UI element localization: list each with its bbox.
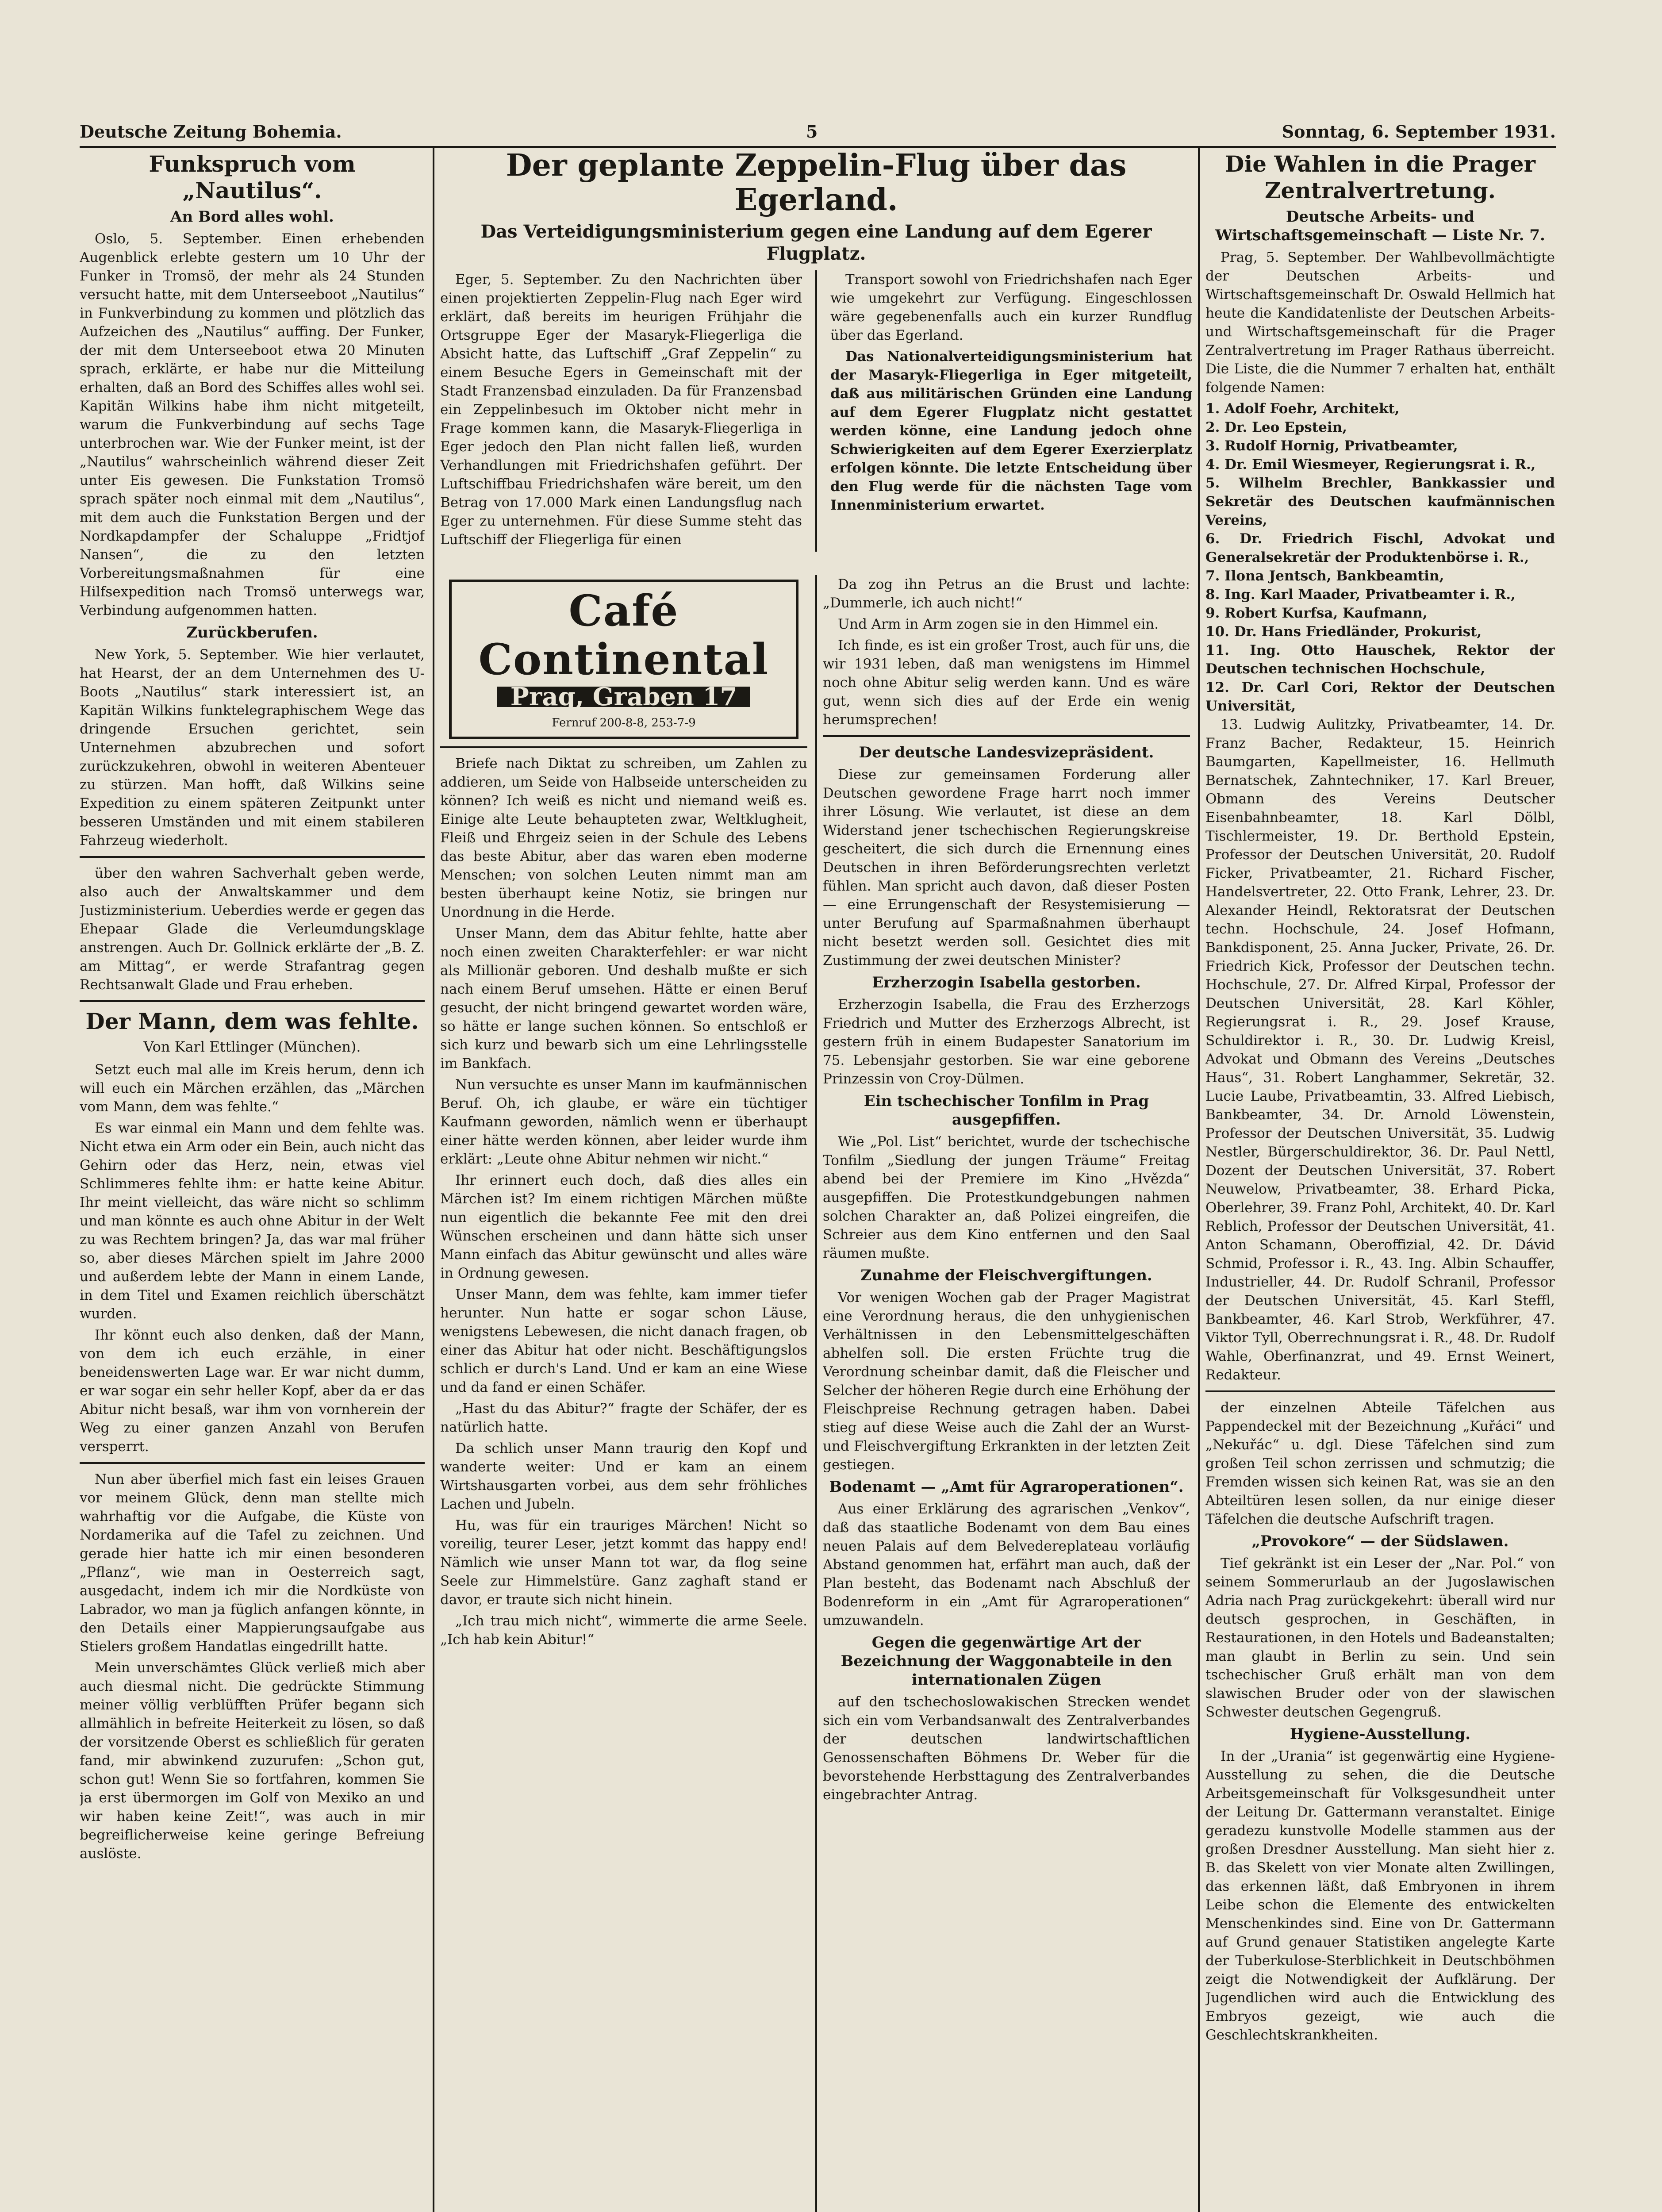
story-headline: Der Mann, dem was fehlte.	[85, 1008, 419, 1034]
nautilus-headline: Funkspruch vom „Nautilus“.	[149, 151, 356, 204]
section-divider	[80, 1462, 425, 1464]
story-continued-paragraph: Briefe nach Diktat zu schreiben, um Zahlen zu addieren, um Seide von Halbseide unterscheiden zu können? Ich weiß es nicht und niemand weiß es. Einige alte Leute behaupteten zwar, Weltklugheit, Fleiß und Ehrgeiz seien in der Schule des Lebens das beste Abitur, aber das waren eben moderne Menschen; von solchen Leuten nimmt man am besten überhaupt keine Notiz, sie bringen nur Unordnung in die Herde.	[440, 756, 807, 920]
news-paragraph: Tief gekränkt ist ein Leser der „Nar. Pol.“ von seinem Sommerurlaub an der Jugoslawischen Adria nach Prag zurückgekehrt: überall wird nur deutsch gesprochen, in Geschäften, in Restaurationen, in den Hotels und Badeanstalten; man glaubt in Berlin zu sein. Und sein tschechischer Gruß erhält man von dem slawischen Bruder oder von der slawischen Schwester deutschen Gegengruß.	[1205, 1555, 1555, 1720]
news-headline: Gegen die gegenwärtige Art der Bezeichnung der Waggonabteile in den internationalen Zügen	[841, 1634, 1172, 1689]
column-3	[823, 575, 1190, 2212]
column-rule	[1198, 148, 1200, 2212]
recall-headline: Zurückberufen.	[186, 624, 318, 641]
feuilleton-paragraph: Mein unverschämtes Glück verließ mich aber auch diesmal nicht. Die gedrückte Stimmung meiner völlig verblüfften Prüfer begann sich allmählich in befreite Heiterkeit zu lösen, so daß der vorsitzende Oberst es schließlich für geraten fand, mir abwinkend zuzurufen: „Schon gut, schon gut! Wenn Sie so fortfahren, kommen Sie ja erst übermorgen im Golf von Mexiko an und wir haben keine Zeit!“, was auch in mir begreiflicherweise keine geringe Befreiung auslöste.	[80, 1660, 425, 1862]
ad-cafe-phone: Fernruf 200-8-8, 253-7-9	[552, 716, 696, 730]
news-paragraph: auf den tschechoslowakischen Strecken wendet sich ein vom Verbandsanwalt des Zentralverbandes der deutschen landwirtschaftlichen Genossenschaften Böhmens Dr. Weber für die bevorstehende Herbsttagung des Zentralverbandes eingebrachter Antrag.	[823, 1694, 1190, 1803]
story-continued-paragraph: „Ich trau mich nicht“, wimmerte die arme Seele. „Ich hab kein Abitur!“	[440, 1613, 807, 1647]
column-4	[1205, 148, 1555, 2212]
cafe-continental-ad	[449, 580, 798, 739]
candidate-list-item: 11. Ing. Otto Hauschek, Rektor der Deutschen technischen Hochschule,	[1205, 642, 1555, 677]
story-paragraph: Setzt euch mal alle im Kreis herum, denn ich will euch ein Märchen erzählen, das „Märchen vom Mann, dem was fehlte.“	[80, 1062, 425, 1115]
news-paragraph: Erzherzogin Isabella, die Frau des Erzherzogs Friedrich und Mutter des Erzherzogs Albrecht, ist gestern früh in einem Budapester Sanatorium im 75. Lebensjahr gestorben. Sie war eine geborene Prinzessin von Croy-Dülmen.	[823, 997, 1190, 1087]
news-headline: Ein tschechischer Tonfilm in Prag ausgepfiffen.	[864, 1092, 1149, 1129]
column-rule	[815, 270, 817, 552]
news-paragraph: In der „Urania“ ist gegenwärtig eine Hygiene-Ausstellung zu sehen, die die Deutsche Arbeitsgemeinschaft für Volksgesundheit unter der Leitung Dr. Gattermann veranstaltet. Einige geradezu kunstvolle Modelle stammen aus der großen Dresdner Ausstellung. Man sieht hier z. B. das Skelett von vier Monate alten Zwillingen, das erkennen läßt, daß Embryonen in ihrem Leibe schon die Elemente des entwickelten Menschenkindes sind. Eine von Dr. Gattermann auf Grund genauer Statistiken angelegte Karte der Tuberkulose-Sterblichkeit in Deutschböhmen zeigt die Notwendigkeit der Aufklärung. Der Jugendlichen wird auch die Entwicklung des Embryos gezeigt, wie auch die Geschlechtskrankheiten.	[1205, 1748, 1555, 2043]
news-paragraph: Diese zur gemeinsamen Forderung aller Deutschen gewordene Frage harrt noch immer ihrer Lösung. Wie verlautet, ist diese an dem Widerstand jener tschechischen Regierungskreise gescheitert, die sich durch die Ernennung eines Deutschen in ihren Beförderungsrechten verletzt fühlen. Man spricht auch davon, daß dieser Posten — eine Errungenschaft der Resystemisierung — unter Berufung auf Sparmaßnahmen überhaupt nicht besetzt werden soll. Gesichtet dies mit Zustimmung der zwei deutschen Minister?	[823, 767, 1190, 968]
elections-subheadline: Deutsche Arbeits- und Wirtschaftsgemeinschaft — Liste Nr. 7.	[1215, 208, 1545, 244]
zeppelin-article	[440, 148, 1192, 573]
candidate-list-item: 3. Rudolf Hornig, Privatbeamter,	[1205, 438, 1458, 454]
news-paragraph: Vor wenigen Wochen gab der Prager Magistrat eine Verordnung heraus, die den unhygienischen Verhältnissen in den Lebensmittelgeschäften abhelfen soll. Die ersten Früchte trug die Verordnung scheinbar damit, daß die Fleischer und Selcher der höheren Regie durch eine Erhöhung der Fleischpreise Rechnung getragen haben. Dabei stieg auf diese Weise auch die Zahl der an Wurst- und Fleischvergiftung Erkrankten in der letzten Zeit gestiegen.	[823, 1290, 1190, 1473]
zeppelin-subheadline: Das Verteidigungsministerium gegen eine Landung auf dem Egerer Flugplatz.	[480, 221, 1152, 264]
ad-cafe-name: Café Continental	[478, 586, 769, 684]
column-rule	[433, 148, 434, 2212]
news-headline: Hygiene-Ausstellung.	[1290, 1725, 1471, 1743]
ad-cafe-address: Prag, Graben 17	[497, 687, 751, 707]
masthead-date: Sonntag, 6. September 1931.	[1282, 122, 1556, 142]
nautilus-subheadline: An Bord alles wohl.	[170, 208, 334, 226]
section-divider	[80, 856, 425, 858]
column-2	[440, 575, 807, 2212]
news-paragraph: Aus einer Erklärung des agrarischen „Venkov“, daß das staatliche Bodenamt von dem Bau eines neuen Palais auf dem Belvedereplateau vorläufig Abstand genommen hat, erfährt man auch, daß der Plan besteht, das Bodenamt nach Abschluß der Bodenreform in ein „Amt für Agraroperationen“ umzuwandeln.	[823, 1501, 1190, 1628]
candidate-list-item: 8. Ing. Karl Maader, Privatbeamter i. R.,	[1205, 587, 1516, 603]
section-divider	[1205, 1390, 1555, 1392]
news-headline: Der deutsche Landesvizepräsident.	[859, 744, 1154, 761]
zeppelin-paragraph: Transport sowohl von Friedrichshafen nach Eger wie umgekehrt zur Verfügung. Eingeschlossen wäre gegebenenfalls auch ein kurzer Rundflug über das Egerland.	[830, 272, 1192, 343]
candidate-list	[1205, 399, 1555, 715]
story-continued-paragraph: Hu, was für ein trauriges Märchen! Nicht so voreilig, teurer Leser, jetzt kommt das happy end! Nämlich wie unser Mann tot war, da flog seine Seele zur Himmelstüre. Ganz zaghaft stand er davor, er traute sich nicht hinein.	[440, 1517, 807, 1608]
story-continued-paragraph: „Hast du das Abitur?“ fragte der Schäfer, der es natürlich hatte.	[440, 1401, 807, 1435]
news-headline: Zunahme der Fleischvergiftungen.	[860, 1267, 1152, 1284]
news-paragraph: der einzelnen Abteile Täfelchen aus Pappendeckel mit der Bezeichnung „Kuřáci“ und „Nekuřác“ u. dgl. Diese Täfelchen sind zum großen Teil schon zerrissen und schmutzig; die Fremden wissen sich keinen Rat, was sie an den Abteiltüren lesen sollen, da nur einige dieser Täfelchen die deutsche Aufschrift tragen.	[1205, 1400, 1555, 1527]
zeppelin-headline: Der geplante Zeppelin-Flug über das Egerland.	[506, 148, 1127, 218]
zeppelin-paragraph: Eger, 5. September. Zu den Nachrichten über einen projektierten Zeppelin-Flug nach Eger wird erklärt, daß bereits im heurigen Frühjahr die Ortsgruppe Eger der Masaryk-Fliegerliga die Absicht hatte, das Luftschiff „Graf Zeppelin“ zu einem Besuche Egers in Gemeinschaft mit der Stadt Franzensbad einzuladen. Da für Franzensbad ein Zeppelinbesuch im Oktober nicht mehr in Frage kommen kann, die Masaryk-Fliegerliga in Eger jedoch den Plan nicht fallen ließ, wurden Verhandlungen mit Friedrichshafen geführt. Der Luftschiffbau Friedrichshafen wäre bereit, um den Betrag von 17.000 Mark einen Landungsflug nach Eger zu unternehmen. Für diese Summe steht das Luftschiff der Fliegerliga für einen	[440, 272, 802, 548]
story-ending-paragraph: Ich finde, es ist ein großer Trost, auch für uns, die wir 1931 leben, daß man wenigstens im Himmel noch ohne Abitur selig werden kann. Und es wäre gut, wenn sich dies auf der Erde ein wenig herumsprechen!	[823, 637, 1190, 728]
zeppelin-paragraph: Das Nationalverteidigungsministerium hat der Masaryk-Fliegerliga in Eger mitgeteilt, daß aus militärischen Gründen eine Landung auf dem Egerer Flugplatz nicht gestattet werden könne, eine Landung jedoch ohne Schwierigkeiten auf dem Egerer Exerzierplatz erfolgen könnte. Die letzte Entscheidung über den Flug werde für die nächsten Tage vom Innenministerium erwartet.	[830, 349, 1192, 513]
news-headline: Bodenamt — „Amt für Agraroperationen“.	[829, 1478, 1184, 1496]
column-rule	[815, 575, 817, 2212]
story-continued-paragraph: Ihr erinnert euch doch, daß dies alles ein Märchen ist? Im einem richtigen Märchen müßte nun eigentlich die bekannte Fee mit den drei Wünschen erscheinen und dann hätte sich unser Mann einfach das Abitur gewünscht und alles wäre in Ordnung gewesen.	[440, 1172, 807, 1281]
nautilus-paragraph: Oslo, 5. September. Einen erhebenden Augenblick erlebte gestern um 10 Uhr der Funker in Tromsö, der mehr als 24 Stunden versucht hatte, mit dem Unterseeboot „Nautilus“ in Funkverbindung zu kommen und plötzlich das Aufzeichen des „Nautilus“ auffing. Der Funker, der mit dem Unterseeboot etwa 20 Minuten sprach, erklärte, er habe nur die Mitteilung erhalten, daß an Bord des Schiffes alles wohl sei. Kapitän Wilkins habe ihm nicht mitgeteilt, warum die Funkverbindung auf sechs Tage unterbrochen war. Wie der Funker meint, ist der „Nautilus“ wahrscheinlich während dieser Zeit unter Eis gewesen. Die Funkstation Tromsö sprach später noch einmal mit dem „Nautilus“, mit dem auch die Funkstation Bergen und der Nordkapdampfer der Schaluppe „Fridtjof Nansen“, die zu den letzten Vorbereitungsmaßnahmen für eine Hilfsexpedition nach Tromsö unterwegs war, Verbindung aufgenommen hatten.	[80, 231, 425, 618]
news-headline: Erzherzogin Isabella gestorben.	[872, 974, 1141, 991]
story-ending-paragraph: Da zog ihn Petrus an die Brust und lachte: „Dummerle, ich auch nicht!“	[823, 576, 1190, 611]
candidate-list-item: 10. Dr. Hans Friedländer, Prokurist,	[1205, 624, 1482, 640]
candidate-list-item: 12. Dr. Carl Cori, Rektor der Deutschen Universität,	[1205, 680, 1555, 714]
story-continued-paragraph: Da schlich unser Mann traurig den Kopf und wanderte weiter: Und er kam an einem Wirtshausgarten vorbei, aus dem sehr fröhliches Lachen und Jubeln.	[440, 1440, 807, 1512]
candidate-list-item: 1. Adolf Foehr, Architekt,	[1205, 401, 1400, 417]
candidate-list-item: 7. Ilona Jentsch, Bankbeamtin,	[1205, 568, 1444, 584]
candidate-list-item: 9. Robert Kurfsa, Kaufmann,	[1205, 605, 1428, 621]
feuilleton-paragraph: Nun aber überfiel mich fast ein leises Grauen vor meinem Glück, denn man stellte mich wahrhaftig vor die Aufgabe, die Küste von Nordamerika auf die Tafel zu zeichnen. Und gerade hier hatte ich mir einen besonderen „Pflanz“, wie man in Oesterreich sagt, ausgedacht, indem ich mir die Nordküste von Labrador, wo man ja füglich anfangen könnte, in den Details einer Mappierungsaufgabe aus Stielers großem Handatlas eingedrillt hatte.	[80, 1471, 425, 1655]
news-headline: „Provokore“ — der Südslawen.	[1251, 1532, 1509, 1550]
story-continued-paragraph: Nun versuchte es unser Mann im kaufmännischen Beruf. Oh, ich glaube, er wäre ein tüchtiger Kaufmann geworden, nämlich wenn er überhaupt einer hätte werden können, aber leider wurde ihm erklärt: „Leute ohne Abitur nehmen wir nicht.“	[440, 1077, 807, 1167]
masthead-page-number: 5	[806, 122, 818, 142]
story-byline: Von Karl Ettlinger (München).	[143, 1038, 361, 1055]
candidate-list-item: 5. Wilhelm Brechler, Bankkassier und Sekretär des Deutschen kaufmännischen Vereins,	[1205, 475, 1555, 528]
elections-paragraph: Prag, 5. September. Der Wahlbevollmächtigte der Deutschen Arbeits- und Wirtschaftsgemeinschaft Dr. Oswald Hellmich hat heute die Kandidatenliste der Deutschen Arbeits- und Wirtschaftsgemeinschaft für die Prager Zentralvertretung im Prager Rathaus überreicht. Die Liste, die die Nummer 7 erhalten hat, enthält folgende Namen:	[1205, 250, 1555, 396]
recall-paragraph: New York, 5. September. Wie hier verlautet, hat Hearst, der an dem Unternehmen des U-Boots „Nautilus“ stark interessiert ist, an Kapitän Wilkins funktelegraphischem Wege das dringende Ersuchen gerichtet, sein Unternehmen abzubrechen und sofort zurückzukehren, obwohl in weiteren Abenteuer zu stürzen. Man hofft, daß Wilkins seine Expedition zu einem späteren Zeitpunkt unter besseren Umständen und mit einem stabileren Fahrzeug wiederholt.	[80, 647, 425, 849]
story-paragraph: Es war einmal ein Mann und dem fehlte was. Nicht etwa ein Arm oder ein Bein, auch nicht das Gehirn oder das Herz, nein, etwas viel Schlimmeres fehlte ihm: er hatte keine Abitur. Ihr meint vielleicht, das wäre nicht so schlimm und man könnte es auch ohne Abitur in der Welt zu was Rechtem bringen? Ja, das war mal früher so, aber dieses Märchen spielt im Jahre 2000 und außerdem lebte der Mann in einem Lande, in dem Titel und Examen reichlich überschätzt wurden.	[80, 1120, 425, 1322]
candidate-list-item: 4. Dr. Emil Wiesmeyer, Regierungsrat i. R.,	[1205, 457, 1536, 472]
masthead	[80, 111, 1556, 148]
elections-headline: Die Wahlen in die Prager Zentralvertretung.	[1224, 151, 1536, 204]
story-continued-paragraph: Unser Mann, dem was fehlte, kam immer tiefer herunter. Nun hatte er sogar schon Läuse, wenigstens Lebewesen, die nicht danach fragen, ob einer das Abitur hat oder nicht. Beschäftigungslos schlich er durch's Land. Und er kam an eine Wiese und da fand er einen Schäfer.	[440, 1286, 807, 1395]
candidate-list-item: 2. Dr. Leo Epstein,	[1205, 419, 1347, 435]
section-divider	[440, 746, 807, 748]
news-paragraph: Wie „Pol. List“ berichtet, wurde der tschechische Tonfilm „Siedlung der jungen Träume“ Freitag abend bei der Premiere im Kino „Hvězda“ ausgepfiffen. Die Protestkundgebungen nahmen solchen Charakter an, daß Polizei eingreifen, die Schreier aus dem Kino entfernen und den Saal räumen mußte.	[823, 1134, 1190, 1261]
story-paragraph: Ihr könnt euch also denken, daß der Mann, von dem ich euch erzähle, in einer beneidenswerten Lage war. Er war nicht dumm, er war sogar ein sehr heller Kopf, aber da er das Abitur nicht besaß, war ihm von vornherein der Weg zu einer ganzen Anzahl von Berufen versperrt.	[80, 1327, 425, 1455]
column-1	[80, 148, 425, 2212]
section-divider	[80, 1000, 425, 1002]
story-ending-paragraph: Und Arm in Arm zogen sie in den Himmel ein.	[838, 616, 1159, 632]
section-divider	[823, 735, 1190, 737]
candidate-list-item: 6. Dr. Friedrich Fischl, Advokat und Generalsekretär der Produktenbörse i. R.,	[1205, 531, 1555, 565]
story-continued-paragraph: Unser Mann, dem das Abitur fehlte, hatte aber noch einen zweiten Charakterfehler: er war nicht als Millionär geboren. Und deshalb mußte er sich nach einem Beruf umsehen. Hätte er einen Beruf gesucht, der nicht bringend gewartet worden wäre, so hätte er lange suchen können. So entschloß er sich kurz und bewarb sich um eine Lehrlingsstelle im Bankfach.	[440, 926, 807, 1071]
candidate-list-continued: 13. Ludwig Aulitzky, Privatbeamter, 14. Dr. Franz Bacher, Redakteur, 15. Heinrich Baumgarten, Kapellmeister, 16. Hellmuth Bernatschek, Zahntechniker, 17. Karl Breuer, Obmann des Vereins Deutscher Eisenbahnbeamter, 18. Karl Dölbl, Tischlermeister, 19. Dr. Berthold Epstein, Professor der Deutschen Universität, 20. Rudolf Ficker, Privatbeamter, 21. Richard Fischer, Handelsvertreter, 22. Otto Frank, Lehrer, 23. Dr. Alexander Heindl, Rektoratsrat der Deutschen techn. Hochschule, 24. Josef Hofmann, Bankdisponent, 25. Anna Jucker, Private, 26. Dr. Friedrich Kick, Professor der Deutschen techn. Hochschule, 27. Dr. Alfred Kirpal, Professor der Deutschen Universität, 28. Karl Köhler, Regierungsrat i. R., 29. Josef Krause, Schuldirektor i. R., 30. Dr. Ludwig Kreisl, Advokat und Obmann des Vereins „Deutsches Haus“, 31. Robert Langhammer, Sekretär, 32. Lucie Laube, Privatbeamtin, 33. Alfred Liebisch, Bankbeamter, 34. Dr. Arnold Löwenstein, Professor der Deutschen Universität, 35. Ludwig Nestler, Bürgerschuldirektor, 36. Dr. Paul Nettl, Dozent der Deutschen Universität, 37. Robert Neuwelow, Privatbeamter, 38. Erhard Picka, Oberlehrer, 39. Franz Pohl, Architekt, 40. Dr. Karl Reblich, Professor der Deutschen Universität, 41. Anton Schamann, Oberoffizial, 42. Dr. Dávid Schmid, Professor i. R., 43. Ing. Albin Schauffer, Industrieller, 44. Dr. Rudolf Schranil, Professor der Deutschen Universität, 45. Karl Steffl, Bankbeamter, 46. Karl Strob, Werkführer, 47. Viktor Tyll, Oberrechnungsrat i. R., 48. Dr. Rudolf Wahle, Oberfinanzrat, und 49. Ernst Weinert, Redakteur.	[1205, 717, 1555, 1383]
masthead-paper-name: Deutsche Zeitung Bohemia.	[80, 122, 342, 142]
lawsuit-fragment: über den wahren Sachverhalt geben werde, also auch der Anwaltskammer und dem Justizministerium. Ueberdies werde er gegen das Ehepaar Glade die Verleumdungsklage anstrengen. Auch Dr. Gollnick erklärte der „B. Z. am Mittag“, er werde Strafantrag gegen Rechtsanwalt Glade und Frau erheben.	[80, 865, 425, 993]
